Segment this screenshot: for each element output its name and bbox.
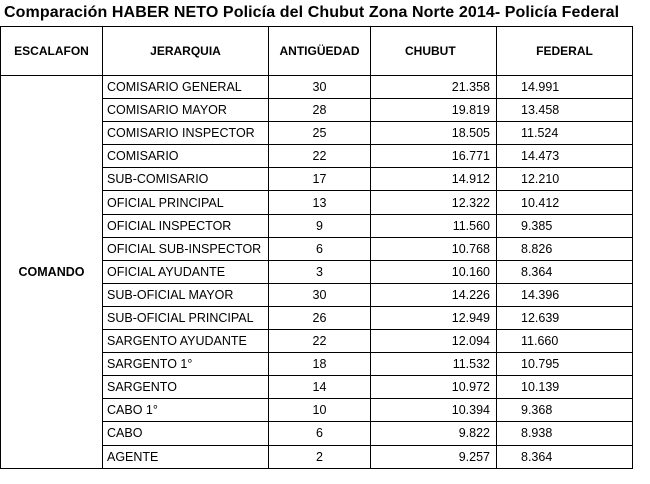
chubut-salary-cell: 12.094	[371, 330, 497, 353]
rank-cell: SUB-OFICIAL MAYOR	[103, 283, 269, 306]
rank-cell: AGENTE	[103, 445, 269, 468]
seniority-cell: 14	[269, 376, 371, 399]
chubut-salary-cell: 11.532	[371, 353, 497, 376]
seniority-cell: 22	[269, 330, 371, 353]
rank-cell: SARGENTO AYUDANTE	[103, 330, 269, 353]
seniority-cell: 13	[269, 191, 371, 214]
chubut-salary-cell: 10.394	[371, 399, 497, 422]
salary-comparison-table	[0, 26, 633, 469]
seniority-cell: 30	[269, 283, 371, 306]
federal-salary-cell: 13.458	[497, 99, 633, 122]
federal-salary-cell: 8.826	[497, 237, 633, 260]
header-antiguedad: ANTIGÜEDAD	[269, 27, 371, 76]
seniority-cell: 6	[269, 237, 371, 260]
chubut-salary-cell: 11.560	[371, 214, 497, 237]
federal-salary-cell: 12.210	[497, 168, 633, 191]
chubut-salary-cell: 10.768	[371, 237, 497, 260]
federal-salary-cell: 10.412	[497, 191, 633, 214]
rank-cell: OFICIAL AYUDANTE	[103, 260, 269, 283]
chubut-salary-cell: 10.972	[371, 376, 497, 399]
chubut-salary-cell: 10.160	[371, 260, 497, 283]
federal-salary-cell: 9.368	[497, 399, 633, 422]
rank-cell: SUB-COMISARIO	[103, 168, 269, 191]
federal-salary-cell: 11.524	[497, 122, 633, 145]
rank-cell: SARGENTO 1°	[103, 353, 269, 376]
seniority-cell: 22	[269, 145, 371, 168]
federal-salary-cell: 11.660	[497, 330, 633, 353]
seniority-cell: 6	[269, 422, 371, 445]
seniority-cell: 25	[269, 122, 371, 145]
chubut-salary-cell: 16.771	[371, 145, 497, 168]
federal-salary-cell: 10.795	[497, 353, 633, 376]
header-federal: FEDERAL	[497, 27, 633, 76]
header-row	[1, 27, 633, 76]
rank-cell: OFICIAL INSPECTOR	[103, 214, 269, 237]
chubut-salary-cell: 14.226	[371, 283, 497, 306]
header-jerarquia: JERARQUIA	[103, 27, 269, 76]
seniority-cell: 26	[269, 306, 371, 329]
chubut-salary-cell: 19.819	[371, 99, 497, 122]
seniority-cell: 18	[269, 353, 371, 376]
rank-cell: SARGENTO	[103, 376, 269, 399]
rank-cell: COMISARIO MAYOR	[103, 99, 269, 122]
seniority-cell: 2	[269, 445, 371, 468]
rank-cell: COMISARIO	[103, 145, 269, 168]
chubut-salary-cell: 9.257	[371, 445, 497, 468]
seniority-cell: 30	[269, 76, 371, 99]
federal-salary-cell: 10.139	[497, 376, 633, 399]
chubut-salary-cell: 12.322	[371, 191, 497, 214]
chubut-salary-cell: 18.505	[371, 122, 497, 145]
federal-salary-cell: 8.364	[497, 445, 633, 468]
federal-salary-cell: 12.639	[497, 306, 633, 329]
federal-salary-cell: 14.991	[497, 76, 633, 99]
federal-salary-cell: 14.473	[497, 145, 633, 168]
seniority-cell: 9	[269, 214, 371, 237]
federal-salary-cell: 8.364	[497, 260, 633, 283]
rank-cell: OFICIAL PRINCIPAL	[103, 191, 269, 214]
rank-cell: COMISARIO GENERAL	[103, 76, 269, 99]
rank-cell: CABO	[103, 422, 269, 445]
chubut-salary-cell: 12.949	[371, 306, 497, 329]
group-label-cell: COMANDO	[1, 76, 103, 469]
seniority-cell: 17	[269, 168, 371, 191]
seniority-cell: 10	[269, 399, 371, 422]
page-title: Comparación HABER NETO Policía del Chubut Zona Norte 2014- Policía Federal	[4, 4, 620, 21]
seniority-cell: 3	[269, 260, 371, 283]
rank-cell: COMISARIO INSPECTOR	[103, 122, 269, 145]
table-body	[1, 76, 633, 469]
chubut-salary-cell: 9.822	[371, 422, 497, 445]
table-row	[1, 76, 633, 99]
header-escalafon: ESCALAFON	[1, 27, 103, 76]
rank-cell: OFICIAL SUB-INSPECTOR	[103, 237, 269, 260]
seniority-cell: 28	[269, 99, 371, 122]
chubut-salary-cell: 14.912	[371, 168, 497, 191]
federal-salary-cell: 9.385	[497, 214, 633, 237]
chubut-salary-cell: 21.358	[371, 76, 497, 99]
federal-salary-cell: 8.938	[497, 422, 633, 445]
header-chubut: CHUBUT	[371, 27, 497, 76]
rank-cell: CABO 1°	[103, 399, 269, 422]
rank-cell: SUB-OFICIAL PRINCIPAL	[103, 306, 269, 329]
federal-salary-cell: 14.396	[497, 283, 633, 306]
